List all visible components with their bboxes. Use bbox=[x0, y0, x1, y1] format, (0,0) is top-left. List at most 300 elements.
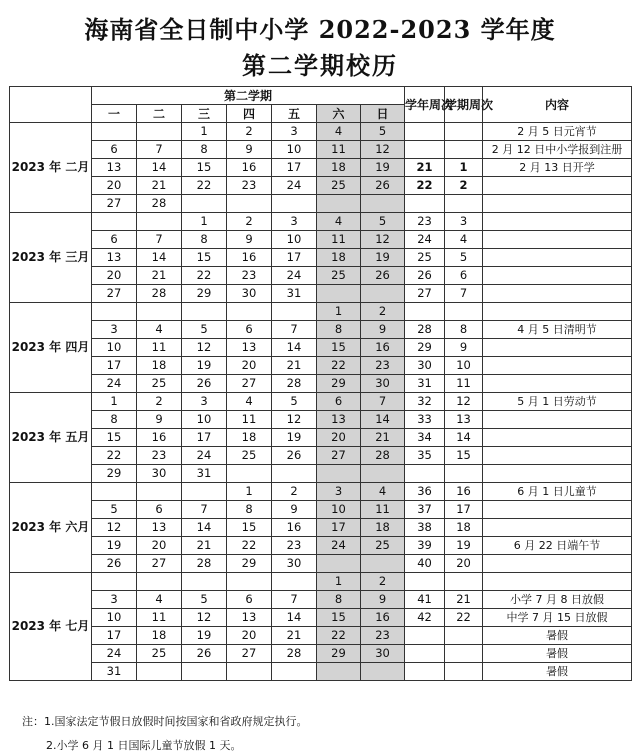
day-cell: 16 bbox=[361, 609, 405, 627]
week-row bbox=[10, 213, 632, 231]
day-cell bbox=[272, 195, 317, 213]
day-cell: 14 bbox=[272, 339, 317, 357]
day-cell: 27 bbox=[317, 447, 361, 465]
school-week-cell bbox=[405, 465, 445, 483]
day-cell: 2 bbox=[272, 483, 317, 501]
day-cell: 24 bbox=[317, 537, 361, 555]
day-cell: 17 bbox=[92, 357, 137, 375]
day-cell: 10 bbox=[92, 609, 137, 627]
day-cell: 15 bbox=[182, 159, 227, 177]
week-row bbox=[10, 573, 632, 591]
school-week-cell: 27 bbox=[405, 285, 445, 303]
day-cell: 8 bbox=[317, 321, 361, 339]
day-cell: 3 bbox=[92, 321, 137, 339]
day-cell bbox=[272, 663, 317, 681]
week-row bbox=[10, 519, 632, 537]
day-cell: 18 bbox=[317, 159, 361, 177]
day-cell: 16 bbox=[227, 159, 272, 177]
event-cell: 4 月 5 日清明节 bbox=[483, 321, 632, 339]
content-header: 内容 bbox=[483, 87, 632, 123]
event-cell bbox=[483, 411, 632, 429]
weekday-header: 五 bbox=[272, 105, 317, 123]
day-cell: 22 bbox=[182, 267, 227, 285]
term-week-cell bbox=[445, 465, 483, 483]
day-cell: 28 bbox=[137, 285, 182, 303]
day-cell: 1 bbox=[182, 213, 227, 231]
day-cell: 13 bbox=[92, 249, 137, 267]
day-cell: 14 bbox=[361, 411, 405, 429]
event-cell bbox=[483, 213, 632, 231]
day-cell: 23 bbox=[361, 627, 405, 645]
day-cell: 9 bbox=[272, 501, 317, 519]
day-cell: 27 bbox=[227, 375, 272, 393]
event-cell bbox=[483, 339, 632, 357]
weekday-header: 日 bbox=[361, 105, 405, 123]
day-cell: 27 bbox=[92, 285, 137, 303]
school-week-cell: 26 bbox=[405, 267, 445, 285]
term-week-cell: 19 bbox=[445, 537, 483, 555]
school-week-cell: 34 bbox=[405, 429, 445, 447]
day-cell bbox=[317, 195, 361, 213]
day-cell: 22 bbox=[182, 177, 227, 195]
day-cell: 26 bbox=[182, 645, 227, 663]
day-cell: 15 bbox=[317, 609, 361, 627]
day-cell: 18 bbox=[137, 627, 182, 645]
day-cell: 18 bbox=[227, 429, 272, 447]
day-cell: 22 bbox=[317, 627, 361, 645]
event-cell bbox=[483, 177, 632, 195]
school-week-cell: 42 bbox=[405, 609, 445, 627]
page-title: 海南省全日制中小学 2022-2023 学年度 bbox=[84, 15, 556, 44]
day-cell bbox=[361, 465, 405, 483]
week-row bbox=[10, 375, 632, 393]
day-cell bbox=[317, 285, 361, 303]
week-row bbox=[10, 339, 632, 357]
term-week-cell bbox=[445, 627, 483, 645]
day-cell: 25 bbox=[361, 537, 405, 555]
event-cell: 2 月 5 日元宵节 bbox=[483, 123, 632, 141]
day-cell: 17 bbox=[182, 429, 227, 447]
day-cell: 2 bbox=[227, 123, 272, 141]
day-cell: 29 bbox=[317, 375, 361, 393]
day-cell: 10 bbox=[92, 339, 137, 357]
day-cell: 20 bbox=[137, 537, 182, 555]
day-cell: 17 bbox=[317, 519, 361, 537]
week-row bbox=[10, 501, 632, 519]
school-week-cell: 39 bbox=[405, 537, 445, 555]
school-week-cell bbox=[405, 645, 445, 663]
day-cell: 30 bbox=[361, 375, 405, 393]
day-cell: 8 bbox=[182, 231, 227, 249]
school-week-cell: 23 bbox=[405, 213, 445, 231]
day-cell: 1 bbox=[227, 483, 272, 501]
day-cell bbox=[227, 303, 272, 321]
day-cell: 16 bbox=[272, 519, 317, 537]
term-week-cell: 21 bbox=[445, 591, 483, 609]
day-cell: 19 bbox=[272, 429, 317, 447]
day-cell: 5 bbox=[361, 123, 405, 141]
day-cell: 10 bbox=[272, 141, 317, 159]
day-cell: 20 bbox=[317, 429, 361, 447]
day-cell: 12 bbox=[272, 411, 317, 429]
term-week-cell: 10 bbox=[445, 357, 483, 375]
event-cell bbox=[483, 285, 632, 303]
month-label: 2023 年 二月 bbox=[10, 123, 92, 213]
term-week-cell: 8 bbox=[445, 321, 483, 339]
weekday-header: 三 bbox=[182, 105, 227, 123]
day-cell: 24 bbox=[92, 645, 137, 663]
term-week-cell: 6 bbox=[445, 267, 483, 285]
day-cell: 20 bbox=[92, 267, 137, 285]
week-row bbox=[10, 177, 632, 195]
weekday-header: 二 bbox=[137, 105, 182, 123]
school-week-cell: 22 bbox=[405, 177, 445, 195]
term-week-cell: 4 bbox=[445, 231, 483, 249]
week-row bbox=[10, 249, 632, 267]
day-cell: 15 bbox=[227, 519, 272, 537]
day-cell: 31 bbox=[92, 663, 137, 681]
day-cell: 27 bbox=[227, 645, 272, 663]
event-cell bbox=[483, 447, 632, 465]
day-cell: 24 bbox=[272, 267, 317, 285]
day-cell: 2 bbox=[361, 573, 405, 591]
event-cell bbox=[483, 465, 632, 483]
term-week-cell: 5 bbox=[445, 249, 483, 267]
day-cell: 14 bbox=[137, 249, 182, 267]
term-week-cell: 22 bbox=[445, 609, 483, 627]
month-label: 2023 年 三月 bbox=[10, 213, 92, 303]
day-cell: 21 bbox=[137, 267, 182, 285]
day-cell: 30 bbox=[361, 645, 405, 663]
day-cell: 16 bbox=[361, 339, 405, 357]
school-week-cell: 33 bbox=[405, 411, 445, 429]
day-cell: 7 bbox=[272, 591, 317, 609]
day-cell: 23 bbox=[361, 357, 405, 375]
school-week-cell bbox=[405, 123, 445, 141]
day-cell: 6 bbox=[317, 393, 361, 411]
day-cell: 3 bbox=[182, 393, 227, 411]
day-cell bbox=[92, 573, 137, 591]
day-cell: 10 bbox=[272, 231, 317, 249]
term-week-cell: 14 bbox=[445, 429, 483, 447]
day-cell: 28 bbox=[272, 375, 317, 393]
day-cell: 28 bbox=[182, 555, 227, 573]
school-week-header: 学年周次 bbox=[405, 87, 445, 123]
day-cell: 12 bbox=[361, 231, 405, 249]
event-cell: 6 月 22 日端午节 bbox=[483, 537, 632, 555]
week-row bbox=[10, 393, 632, 411]
week-row bbox=[10, 195, 632, 213]
week-row bbox=[10, 429, 632, 447]
term-week-cell: 20 bbox=[445, 555, 483, 573]
week-row bbox=[10, 411, 632, 429]
day-cell: 17 bbox=[272, 159, 317, 177]
day-cell: 19 bbox=[182, 627, 227, 645]
day-cell: 5 bbox=[272, 393, 317, 411]
day-cell: 23 bbox=[137, 447, 182, 465]
day-cell bbox=[137, 303, 182, 321]
day-cell: 26 bbox=[361, 177, 405, 195]
day-cell: 4 bbox=[137, 321, 182, 339]
day-cell bbox=[137, 123, 182, 141]
day-cell: 12 bbox=[182, 339, 227, 357]
day-cell: 6 bbox=[227, 321, 272, 339]
day-cell: 28 bbox=[272, 645, 317, 663]
day-cell: 19 bbox=[182, 357, 227, 375]
day-cell: 2 bbox=[137, 393, 182, 411]
day-cell: 25 bbox=[137, 645, 182, 663]
day-cell: 5 bbox=[361, 213, 405, 231]
term-week-cell bbox=[445, 663, 483, 681]
day-cell: 11 bbox=[227, 411, 272, 429]
day-cell: 7 bbox=[137, 141, 182, 159]
event-cell bbox=[483, 231, 632, 249]
school-week-cell: 24 bbox=[405, 231, 445, 249]
day-cell: 21 bbox=[182, 537, 227, 555]
school-week-cell: 29 bbox=[405, 339, 445, 357]
day-cell: 28 bbox=[137, 195, 182, 213]
day-cell: 13 bbox=[137, 519, 182, 537]
day-cell: 8 bbox=[182, 141, 227, 159]
week-row bbox=[10, 321, 632, 339]
week-row bbox=[10, 591, 632, 609]
school-week-cell bbox=[405, 627, 445, 645]
term-week-cell: 9 bbox=[445, 339, 483, 357]
day-cell: 7 bbox=[361, 393, 405, 411]
month-label: 2023 年 七月 bbox=[10, 573, 92, 681]
day-cell: 29 bbox=[317, 645, 361, 663]
school-week-cell: 21 bbox=[405, 159, 445, 177]
school-week-cell bbox=[405, 141, 445, 159]
month-label: 2023 年 四月 bbox=[10, 303, 92, 393]
day-cell: 22 bbox=[317, 357, 361, 375]
day-cell: 7 bbox=[182, 501, 227, 519]
day-cell: 25 bbox=[317, 267, 361, 285]
school-week-cell: 38 bbox=[405, 519, 445, 537]
day-cell bbox=[137, 483, 182, 501]
day-cell bbox=[272, 465, 317, 483]
school-week-cell: 31 bbox=[405, 375, 445, 393]
day-cell: 31 bbox=[272, 285, 317, 303]
day-cell bbox=[317, 663, 361, 681]
week-row bbox=[10, 447, 632, 465]
day-cell: 19 bbox=[361, 249, 405, 267]
day-cell: 26 bbox=[272, 447, 317, 465]
day-cell: 11 bbox=[137, 609, 182, 627]
week-row bbox=[10, 465, 632, 483]
day-cell: 7 bbox=[272, 321, 317, 339]
day-cell: 11 bbox=[361, 501, 405, 519]
day-cell: 26 bbox=[182, 375, 227, 393]
school-week-cell: 40 bbox=[405, 555, 445, 573]
day-cell bbox=[227, 663, 272, 681]
day-cell: 8 bbox=[227, 501, 272, 519]
school-week-cell: 41 bbox=[405, 591, 445, 609]
school-week-cell bbox=[405, 195, 445, 213]
note-1: 注：1.国家法定节假日放假时间按国家和省政府规定执行。 bbox=[22, 715, 308, 728]
day-cell: 9 bbox=[361, 321, 405, 339]
day-cell: 30 bbox=[137, 465, 182, 483]
day-cell: 20 bbox=[227, 627, 272, 645]
term-week-cell: 11 bbox=[445, 375, 483, 393]
day-cell: 1 bbox=[182, 123, 227, 141]
day-cell: 16 bbox=[227, 249, 272, 267]
day-cell: 4 bbox=[361, 483, 405, 501]
week-row bbox=[10, 285, 632, 303]
school-calendar-table bbox=[9, 86, 632, 681]
day-cell: 16 bbox=[137, 429, 182, 447]
day-cell: 26 bbox=[92, 555, 137, 573]
day-cell: 6 bbox=[92, 141, 137, 159]
school-week-cell: 25 bbox=[405, 249, 445, 267]
day-cell bbox=[92, 483, 137, 501]
school-week-cell bbox=[405, 573, 445, 591]
term-week-cell bbox=[445, 141, 483, 159]
day-cell bbox=[361, 285, 405, 303]
event-cell bbox=[483, 555, 632, 573]
weekday-header: 六 bbox=[317, 105, 361, 123]
term-week-cell: 18 bbox=[445, 519, 483, 537]
day-cell: 30 bbox=[272, 555, 317, 573]
day-cell: 15 bbox=[92, 429, 137, 447]
day-cell: 19 bbox=[361, 159, 405, 177]
day-cell bbox=[137, 213, 182, 231]
day-cell: 2 bbox=[361, 303, 405, 321]
week-row bbox=[10, 537, 632, 555]
day-cell bbox=[92, 213, 137, 231]
term-week-cell: 12 bbox=[445, 393, 483, 411]
day-cell bbox=[317, 555, 361, 573]
day-cell: 25 bbox=[227, 447, 272, 465]
day-cell bbox=[272, 303, 317, 321]
day-cell: 6 bbox=[227, 591, 272, 609]
day-cell: 23 bbox=[272, 537, 317, 555]
term-week-cell: 7 bbox=[445, 285, 483, 303]
day-cell: 29 bbox=[227, 555, 272, 573]
day-cell: 18 bbox=[137, 357, 182, 375]
day-cell: 30 bbox=[227, 285, 272, 303]
day-cell bbox=[137, 573, 182, 591]
day-cell: 22 bbox=[92, 447, 137, 465]
day-cell bbox=[182, 195, 227, 213]
event-cell: 2 月 12 日中小学报到注册 bbox=[483, 141, 632, 159]
school-week-cell: 37 bbox=[405, 501, 445, 519]
term-week-cell: 15 bbox=[445, 447, 483, 465]
week-row bbox=[10, 483, 632, 501]
week-row bbox=[10, 141, 632, 159]
day-cell: 11 bbox=[317, 231, 361, 249]
day-cell bbox=[92, 303, 137, 321]
school-week-cell: 28 bbox=[405, 321, 445, 339]
day-cell: 31 bbox=[182, 465, 227, 483]
school-week-cell: 35 bbox=[405, 447, 445, 465]
day-cell: 7 bbox=[137, 231, 182, 249]
day-cell: 23 bbox=[227, 267, 272, 285]
day-cell: 12 bbox=[182, 609, 227, 627]
day-cell: 4 bbox=[317, 123, 361, 141]
day-cell: 6 bbox=[92, 231, 137, 249]
event-cell bbox=[483, 519, 632, 537]
event-cell bbox=[483, 501, 632, 519]
day-cell: 25 bbox=[137, 375, 182, 393]
term-week-cell: 1 bbox=[445, 159, 483, 177]
term-week-cell bbox=[445, 645, 483, 663]
day-cell: 3 bbox=[92, 591, 137, 609]
day-cell: 21 bbox=[361, 429, 405, 447]
event-cell bbox=[483, 429, 632, 447]
day-cell: 10 bbox=[182, 411, 227, 429]
day-cell: 5 bbox=[182, 591, 227, 609]
day-cell: 3 bbox=[272, 123, 317, 141]
day-cell: 29 bbox=[182, 285, 227, 303]
event-cell: 6 月 1 日儿童节 bbox=[483, 483, 632, 501]
day-cell: 21 bbox=[137, 177, 182, 195]
day-cell: 29 bbox=[92, 465, 137, 483]
day-cell bbox=[361, 663, 405, 681]
day-cell: 10 bbox=[317, 501, 361, 519]
event-cell bbox=[483, 573, 632, 591]
weekday-header: 一 bbox=[92, 105, 137, 123]
day-cell: 17 bbox=[92, 627, 137, 645]
term-week-cell: 13 bbox=[445, 411, 483, 429]
day-cell bbox=[361, 555, 405, 573]
day-cell bbox=[227, 195, 272, 213]
day-cell: 26 bbox=[361, 267, 405, 285]
term-week-cell: 16 bbox=[445, 483, 483, 501]
day-cell: 22 bbox=[227, 537, 272, 555]
week-row bbox=[10, 357, 632, 375]
day-cell: 13 bbox=[317, 411, 361, 429]
day-cell: 11 bbox=[137, 339, 182, 357]
week-row bbox=[10, 609, 632, 627]
term-week-cell: 2 bbox=[445, 177, 483, 195]
day-cell bbox=[182, 483, 227, 501]
day-cell: 9 bbox=[227, 231, 272, 249]
month-label: 2023 年 五月 bbox=[10, 393, 92, 483]
day-cell bbox=[361, 195, 405, 213]
day-cell: 8 bbox=[92, 411, 137, 429]
school-week-cell: 36 bbox=[405, 483, 445, 501]
day-cell bbox=[182, 303, 227, 321]
event-cell: 暑假 bbox=[483, 627, 632, 645]
school-week-cell: 32 bbox=[405, 393, 445, 411]
day-cell: 17 bbox=[272, 249, 317, 267]
day-cell: 4 bbox=[317, 213, 361, 231]
week-row bbox=[10, 159, 632, 177]
day-cell: 18 bbox=[361, 519, 405, 537]
term-week-cell bbox=[445, 303, 483, 321]
term-week-cell bbox=[445, 573, 483, 591]
week-row bbox=[10, 231, 632, 249]
event-cell: 5 月 1 日劳动节 bbox=[483, 393, 632, 411]
day-cell: 13 bbox=[227, 609, 272, 627]
weekday-header: 四 bbox=[227, 105, 272, 123]
day-cell: 3 bbox=[272, 213, 317, 231]
day-cell: 6 bbox=[137, 501, 182, 519]
event-cell bbox=[483, 249, 632, 267]
day-cell: 5 bbox=[92, 501, 137, 519]
event-cell: 暑假 bbox=[483, 645, 632, 663]
day-cell: 21 bbox=[272, 357, 317, 375]
month-header-blank bbox=[10, 87, 92, 123]
note-2: 2.小学 6 月 1 日国际儿童节放假 1 天。 bbox=[46, 739, 242, 752]
week-row bbox=[10, 123, 632, 141]
day-cell: 21 bbox=[272, 627, 317, 645]
day-cell: 13 bbox=[92, 159, 137, 177]
week-row bbox=[10, 267, 632, 285]
term-week-cell bbox=[445, 123, 483, 141]
day-cell: 15 bbox=[182, 249, 227, 267]
